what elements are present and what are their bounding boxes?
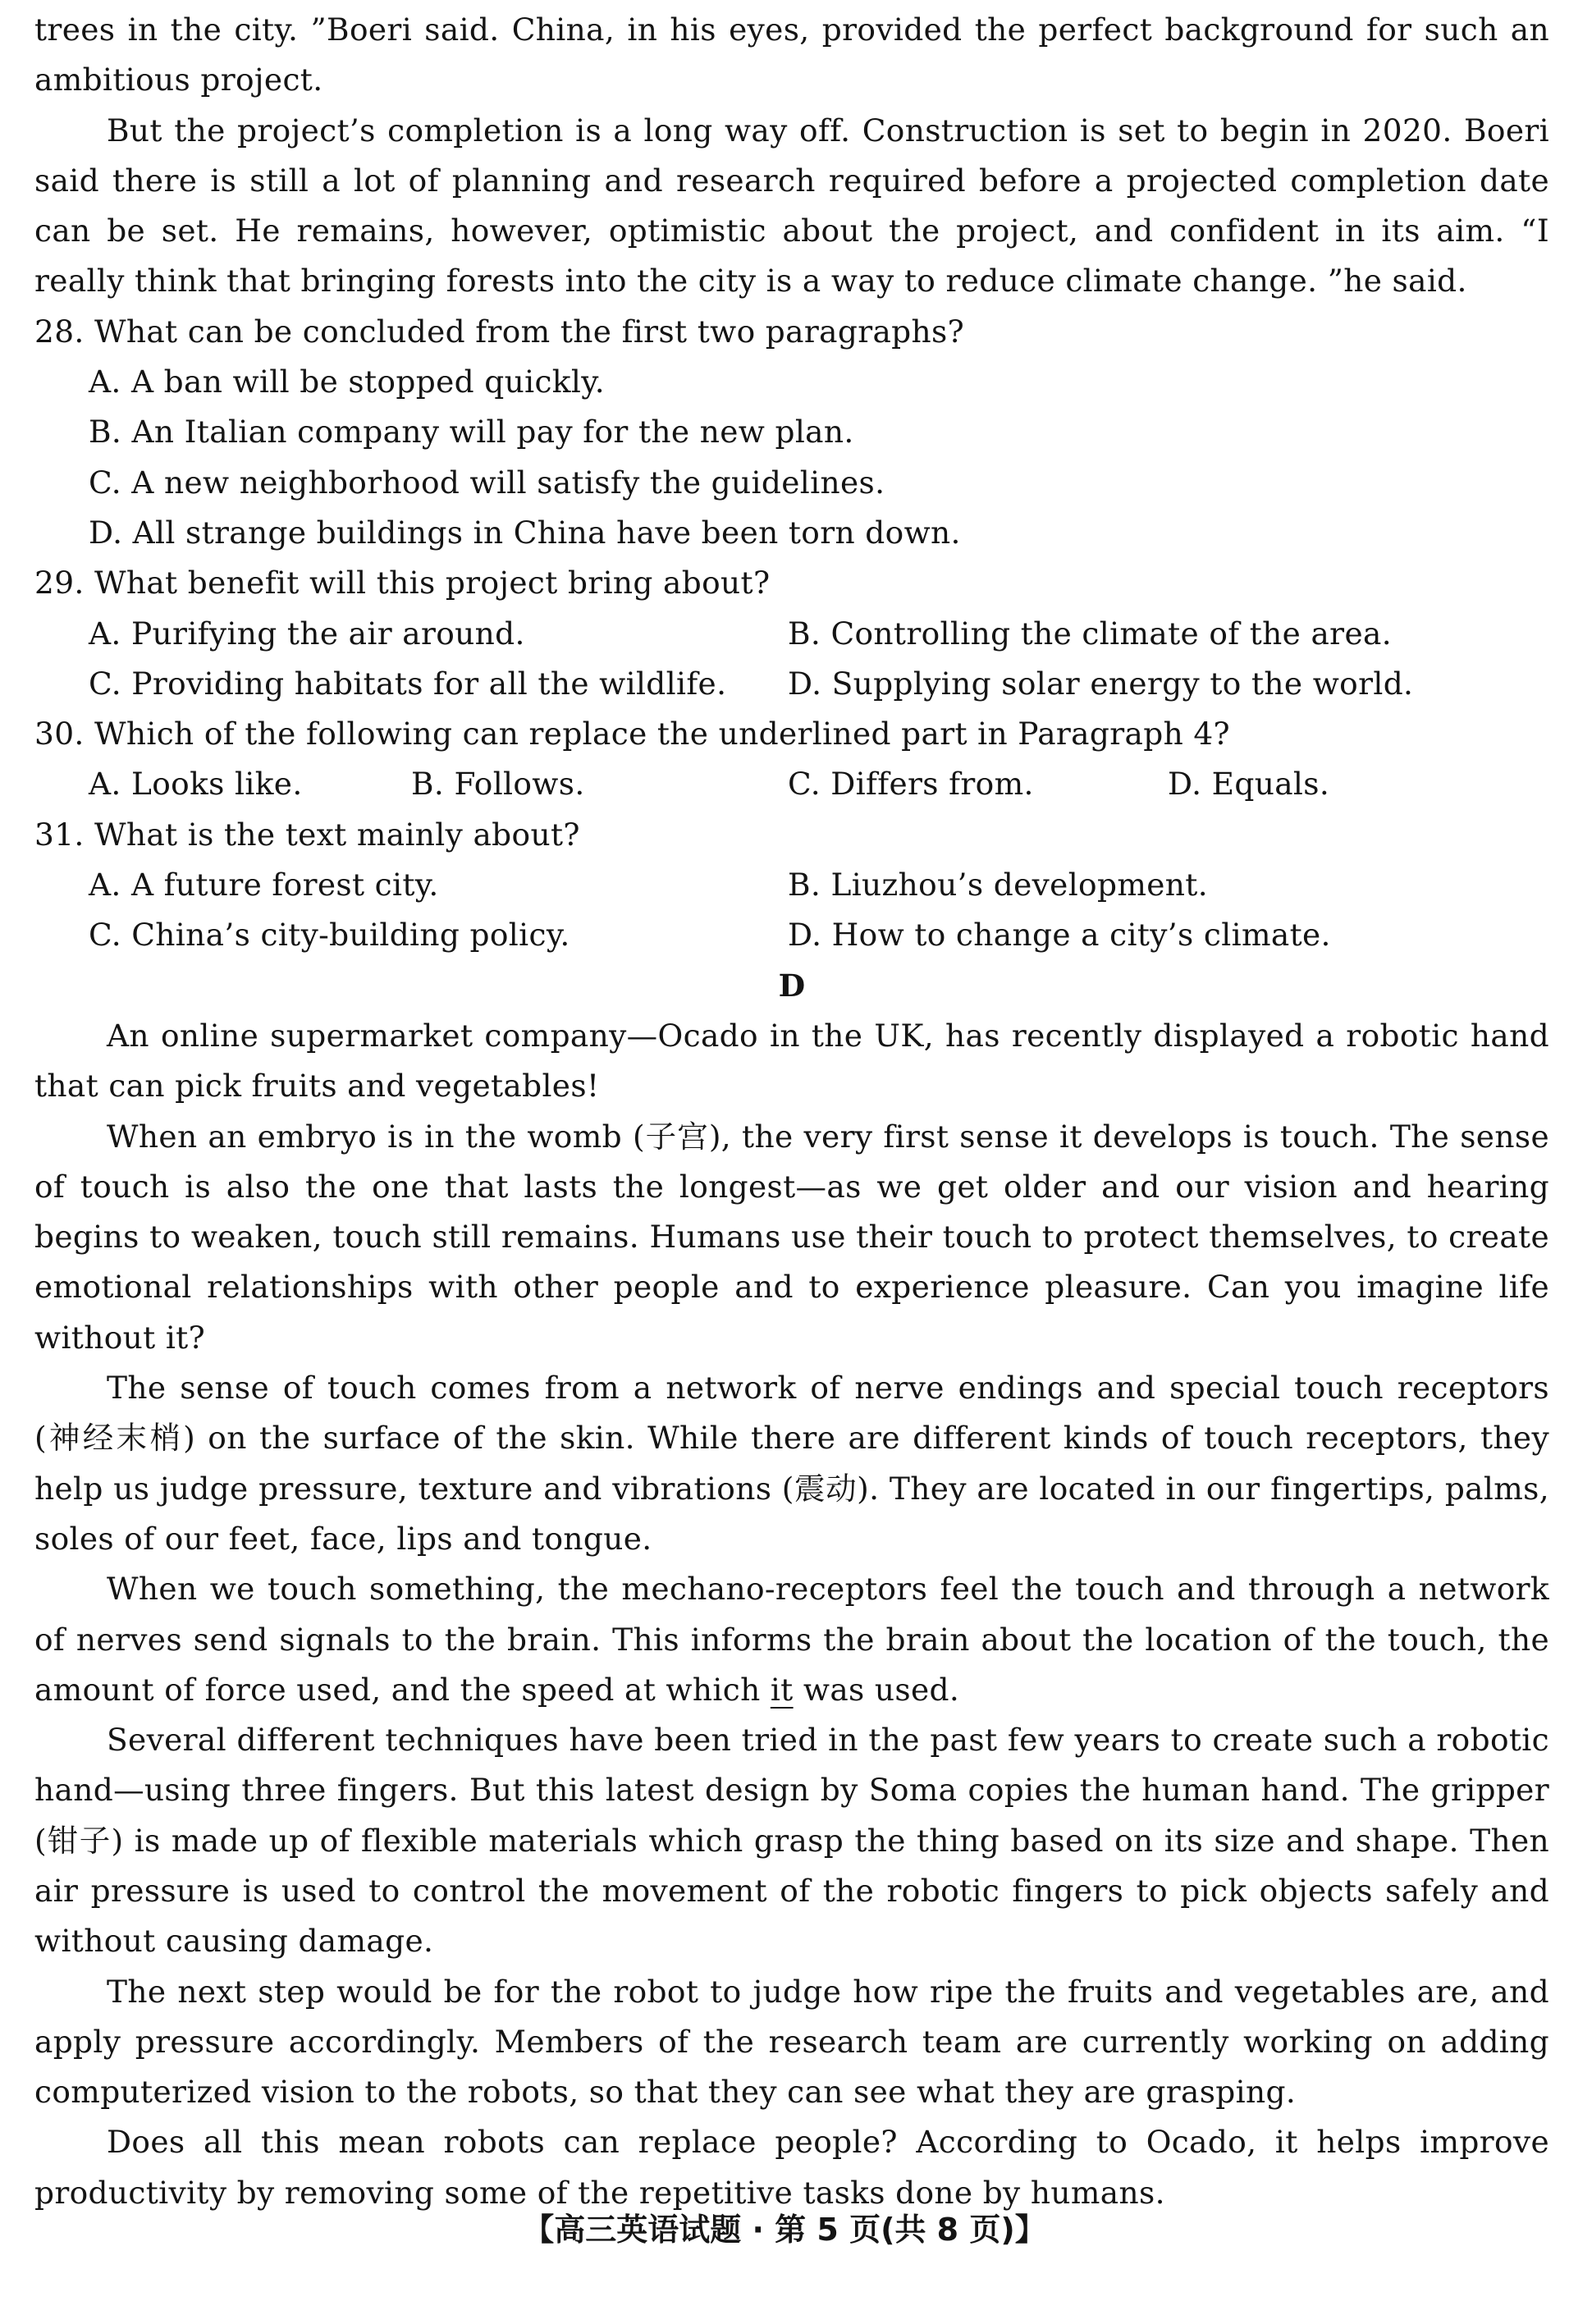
question-28-option-d: D. All strange buildings in China have been torn down. bbox=[89, 514, 961, 551]
question-29-options-row-1 bbox=[34, 609, 1549, 659]
passage-d-paragraph-4-text-before: When we touch something, the mechano-receptors feel the touch and through a network of nerves send signals to the brain. This informs the brain about the location of the touch, the amount of force used, and the speed at which bbox=[34, 1571, 1549, 1708]
page-footer: 【高三英语试题 · 第 5 页(共 8 页)】 bbox=[523, 2212, 1046, 2248]
question-29 bbox=[34, 558, 1549, 709]
question-31 bbox=[34, 810, 1549, 961]
question-30-options-row bbox=[34, 759, 1549, 809]
question-31-stem: 31. What is the text mainly about? bbox=[34, 816, 580, 853]
question-29-option-a: A. Purifying the air around. bbox=[89, 615, 525, 652]
question-30-option-a: A. Looks like. bbox=[89, 766, 303, 803]
passage-c-paragraph-2: But the project’s completion is a long way off. Construction is set to begin in 2020. Boeri said there is still a lot of planning and research required before a projected completion date can be set. He remains, however, optimistic about the project, and confident in its aim. “I really think that bringing forests into the city is a way to reduce climate change. ”he said. bbox=[34, 112, 1549, 300]
question-31-options-row-2 bbox=[34, 910, 1549, 960]
question-30-option-c: C. Differs from. bbox=[788, 766, 1034, 803]
question-30 bbox=[34, 709, 1549, 810]
question-31-option-d: D. How to change a city’s climate. bbox=[788, 917, 1331, 954]
question-28 bbox=[34, 307, 1549, 558]
question-28-option-a: A. A ban will be stopped quickly. bbox=[89, 364, 606, 400]
question-30-stem: 30. Which of the following can replace the underlined part in Paragraph 4? bbox=[34, 716, 1231, 753]
passage-d-paragraph-7: Does all this mean robots can replace people? According to Ocado, it helps improve productivity by removing some of the repetitive tasks done by humans. bbox=[34, 2124, 1549, 2211]
question-28-stem: 28. What can be concluded from the first two paragraphs? bbox=[34, 313, 965, 350]
question-29-option-b: B. Controlling the climate of the area. bbox=[788, 615, 1392, 652]
passage-c-paragraph-1: trees in the city. ”Boeri said. China, in his eyes, provided the perfect background for such an ambitious project. bbox=[34, 11, 1549, 98]
question-29-option-c: C. Providing habitats for all the wildlife. bbox=[89, 665, 727, 702]
question-28-option-c: C. A new neighborhood will satisfy the guidelines. bbox=[89, 464, 885, 501]
question-29-stem: 29. What benefit will this project bring about? bbox=[34, 565, 771, 602]
passage-d-paragraph-2: When an embryo is in the womb (子宫), the very first sense it develops is touch. The sense of touch is also the one that lasts the longest—as we get older and our vision and hearing begins to weaken, touch still remains. Humans use their touch to protect themselves, to create emotional relationships with other people and to experience pleasure. Can you imagine life without it? bbox=[34, 1118, 1549, 1356]
question-31-option-c: C. China’s city-building policy. bbox=[89, 917, 570, 954]
passage-d-paragraph-5: Several different techniques have been tried in the past few years to create such a robotic hand—using three fingers. But this latest design by Soma copies the human hand. The gripper (钳子) is made up of flexible materials which grasp the thing based on its size and shape. Then air pressure is used to control the movement of the robotic fingers to pick objects safely and without causing damage. bbox=[34, 1722, 1549, 1960]
question-29-options-row-2 bbox=[34, 659, 1549, 709]
passage-d-paragraph-1: An online supermarket company—Ocado in the UK, has recently displayed a robotic hand that can pick fruits and vegetables! bbox=[34, 1017, 1549, 1105]
question-29-option-d: D. Supplying solar energy to the world. bbox=[788, 665, 1414, 702]
question-30-option-d: D. Equals. bbox=[1168, 766, 1330, 803]
section-d-title: D bbox=[778, 967, 806, 1004]
question-31-option-b: B. Liuzhou’s development. bbox=[788, 867, 1208, 904]
passage-d-paragraph-3: The sense of touch comes from a network of nerve endings and special touch receptors (神经末梢) on the surface of the skin. While there are different kinds of touch receptors, they help us judge pressure, texture and vibrations (震动). They are located in our fingertips, palms, soles of our feet, face, lips and tongue. bbox=[34, 1370, 1549, 1557]
underlined-word: it bbox=[770, 1671, 794, 1708]
question-31-options-row-1 bbox=[34, 860, 1549, 910]
exam-page bbox=[34, 5, 1549, 2218]
passage-d-paragraph-4-text-after: was used. bbox=[793, 1671, 960, 1708]
passage-d-paragraph-6: The next step would be for the robot to judge how ripe the fruits and vegetables are, and apply pressure accordingly. Members of the research team are currently working on adding computerized vision to the robots, so that they can see what they are grasping. bbox=[34, 1973, 1549, 2111]
question-30-option-b: B. Follows. bbox=[411, 766, 585, 803]
question-31-option-a: A. A future forest city. bbox=[89, 867, 439, 904]
passage-d-paragraph-4 bbox=[34, 1564, 1549, 1715]
question-28-option-b: B. An Italian company will pay for the new plan. bbox=[89, 414, 854, 451]
